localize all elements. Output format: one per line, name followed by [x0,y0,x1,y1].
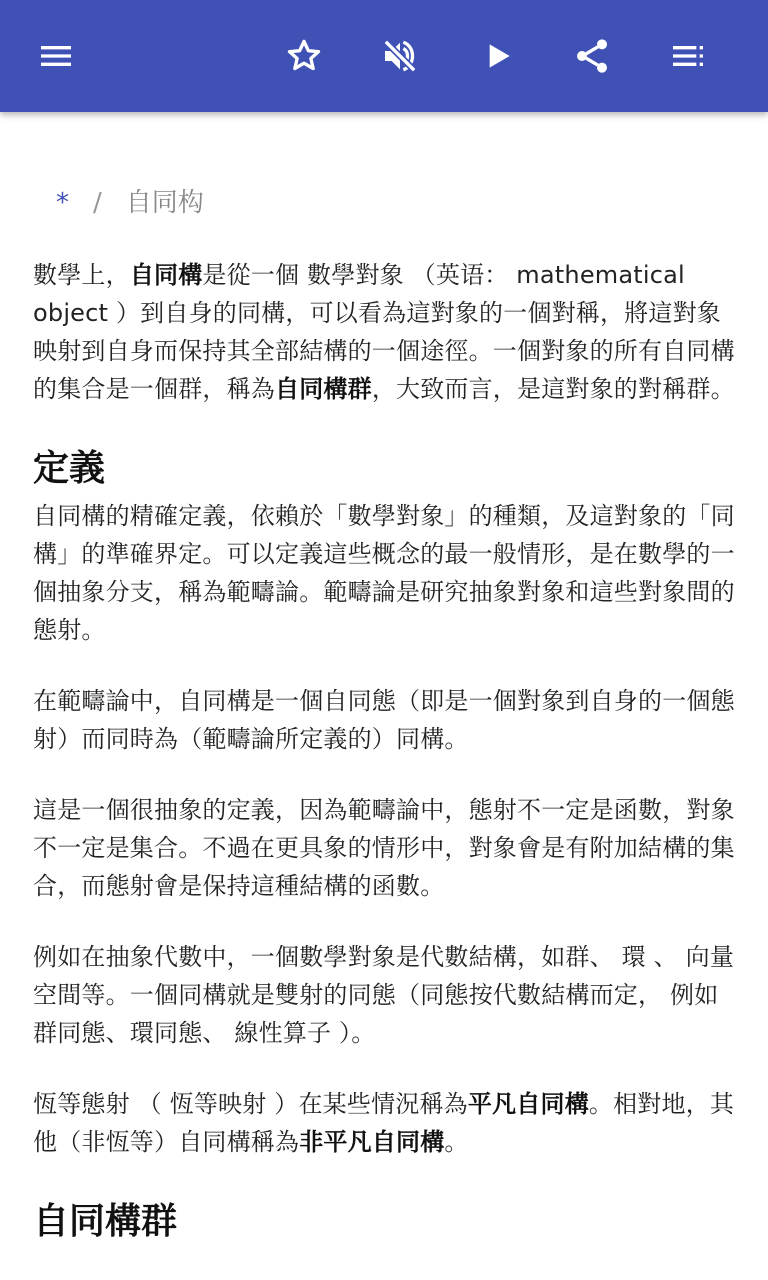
article-body [33,256,735,1250]
menu-icon [36,36,76,76]
share-icon [572,36,612,76]
volume-off-icon [380,36,420,76]
definition-paragraph-3: 這是一個很抽象的定義，因為範疇論中，態射不一定是函數，對象不一定是集合。不過在更具象的情形中，對象會是有附加結構的集合，而態射會是保持這種結構的函數。 [33,796,735,900]
intro-text-3: ，大致而言，是這對象的對稱群。 [371,375,735,403]
p5-text-3: 。 [444,1128,469,1156]
share-button[interactable] [564,28,620,84]
star-outline-icon [284,36,324,76]
p5-text-2: 。相對地，其他（非恆等）自同構稱為 [33,1090,735,1156]
article-content [0,112,768,1280]
playlist-icon [668,36,708,76]
menu-button[interactable] [28,28,84,84]
breadcrumb [56,182,204,219]
p5-text-1: 恆等態射 （ 恆等映射 ）在某些情況稱為 [33,1090,468,1118]
intro-paragraph [33,256,735,408]
app-toolbar [0,0,768,112]
intro-bold-term-2: 自同構群 [275,375,372,403]
definition-paragraph-1: 自同構的精確定義，依賴於「數學對象」的種類，及這對象的「同構」的準確界定。可以定義這些概念的最一般情形，是在數學的一個抽象分支，稱為範疇論。範疇論是研究抽象對象和這些對象間的態射。 [33,502,735,644]
breadcrumb-separator: / [93,188,102,218]
contents-button[interactable] [660,28,716,84]
play-button[interactable] [470,28,526,84]
mute-button[interactable] [372,28,428,84]
definition-paragraph-5 [33,1085,735,1161]
section-heading-definition: 定義 [33,448,106,489]
definition-paragraph-2: 在範疇論中，自同構是一個自同態（即是一個對象到自身的一個態射）而同時為（範疇論所定義的）同構。 [33,687,735,753]
p5-bold-term-1: 平凡自同構 [467,1090,589,1118]
intro-text-2: 是從一個 數學對象 （英语： mathematical object ）到自身的同構，可以看為這對象的一個對稱，將這對象映射到自身而保持其全部結構的一個途徑。一個對象的所有自同構的集合是一個群，稱為 [33,261,735,403]
play-icon [478,36,518,76]
definition-paragraph-4: 例如在抽象代數中，一個數學對象是代數結構，如群、 環 、 向量空間等。一個同構就是雙射的同態（同態按代數結構而定， 例如群同態、環同態、 線性算子 ）。 [33,943,735,1047]
section-heading-automorphism-group: 自同構群 [33,1201,178,1242]
p5-bold-term-2: 非平凡自同構 [299,1128,445,1156]
breadcrumb-current: 自同构 [125,188,204,218]
favorite-button[interactable] [276,28,332,84]
intro-text-1: 數學上， [33,261,130,289]
intro-bold-term-1: 自同構 [129,261,203,289]
breadcrumb-root-link[interactable]: * [56,188,69,218]
